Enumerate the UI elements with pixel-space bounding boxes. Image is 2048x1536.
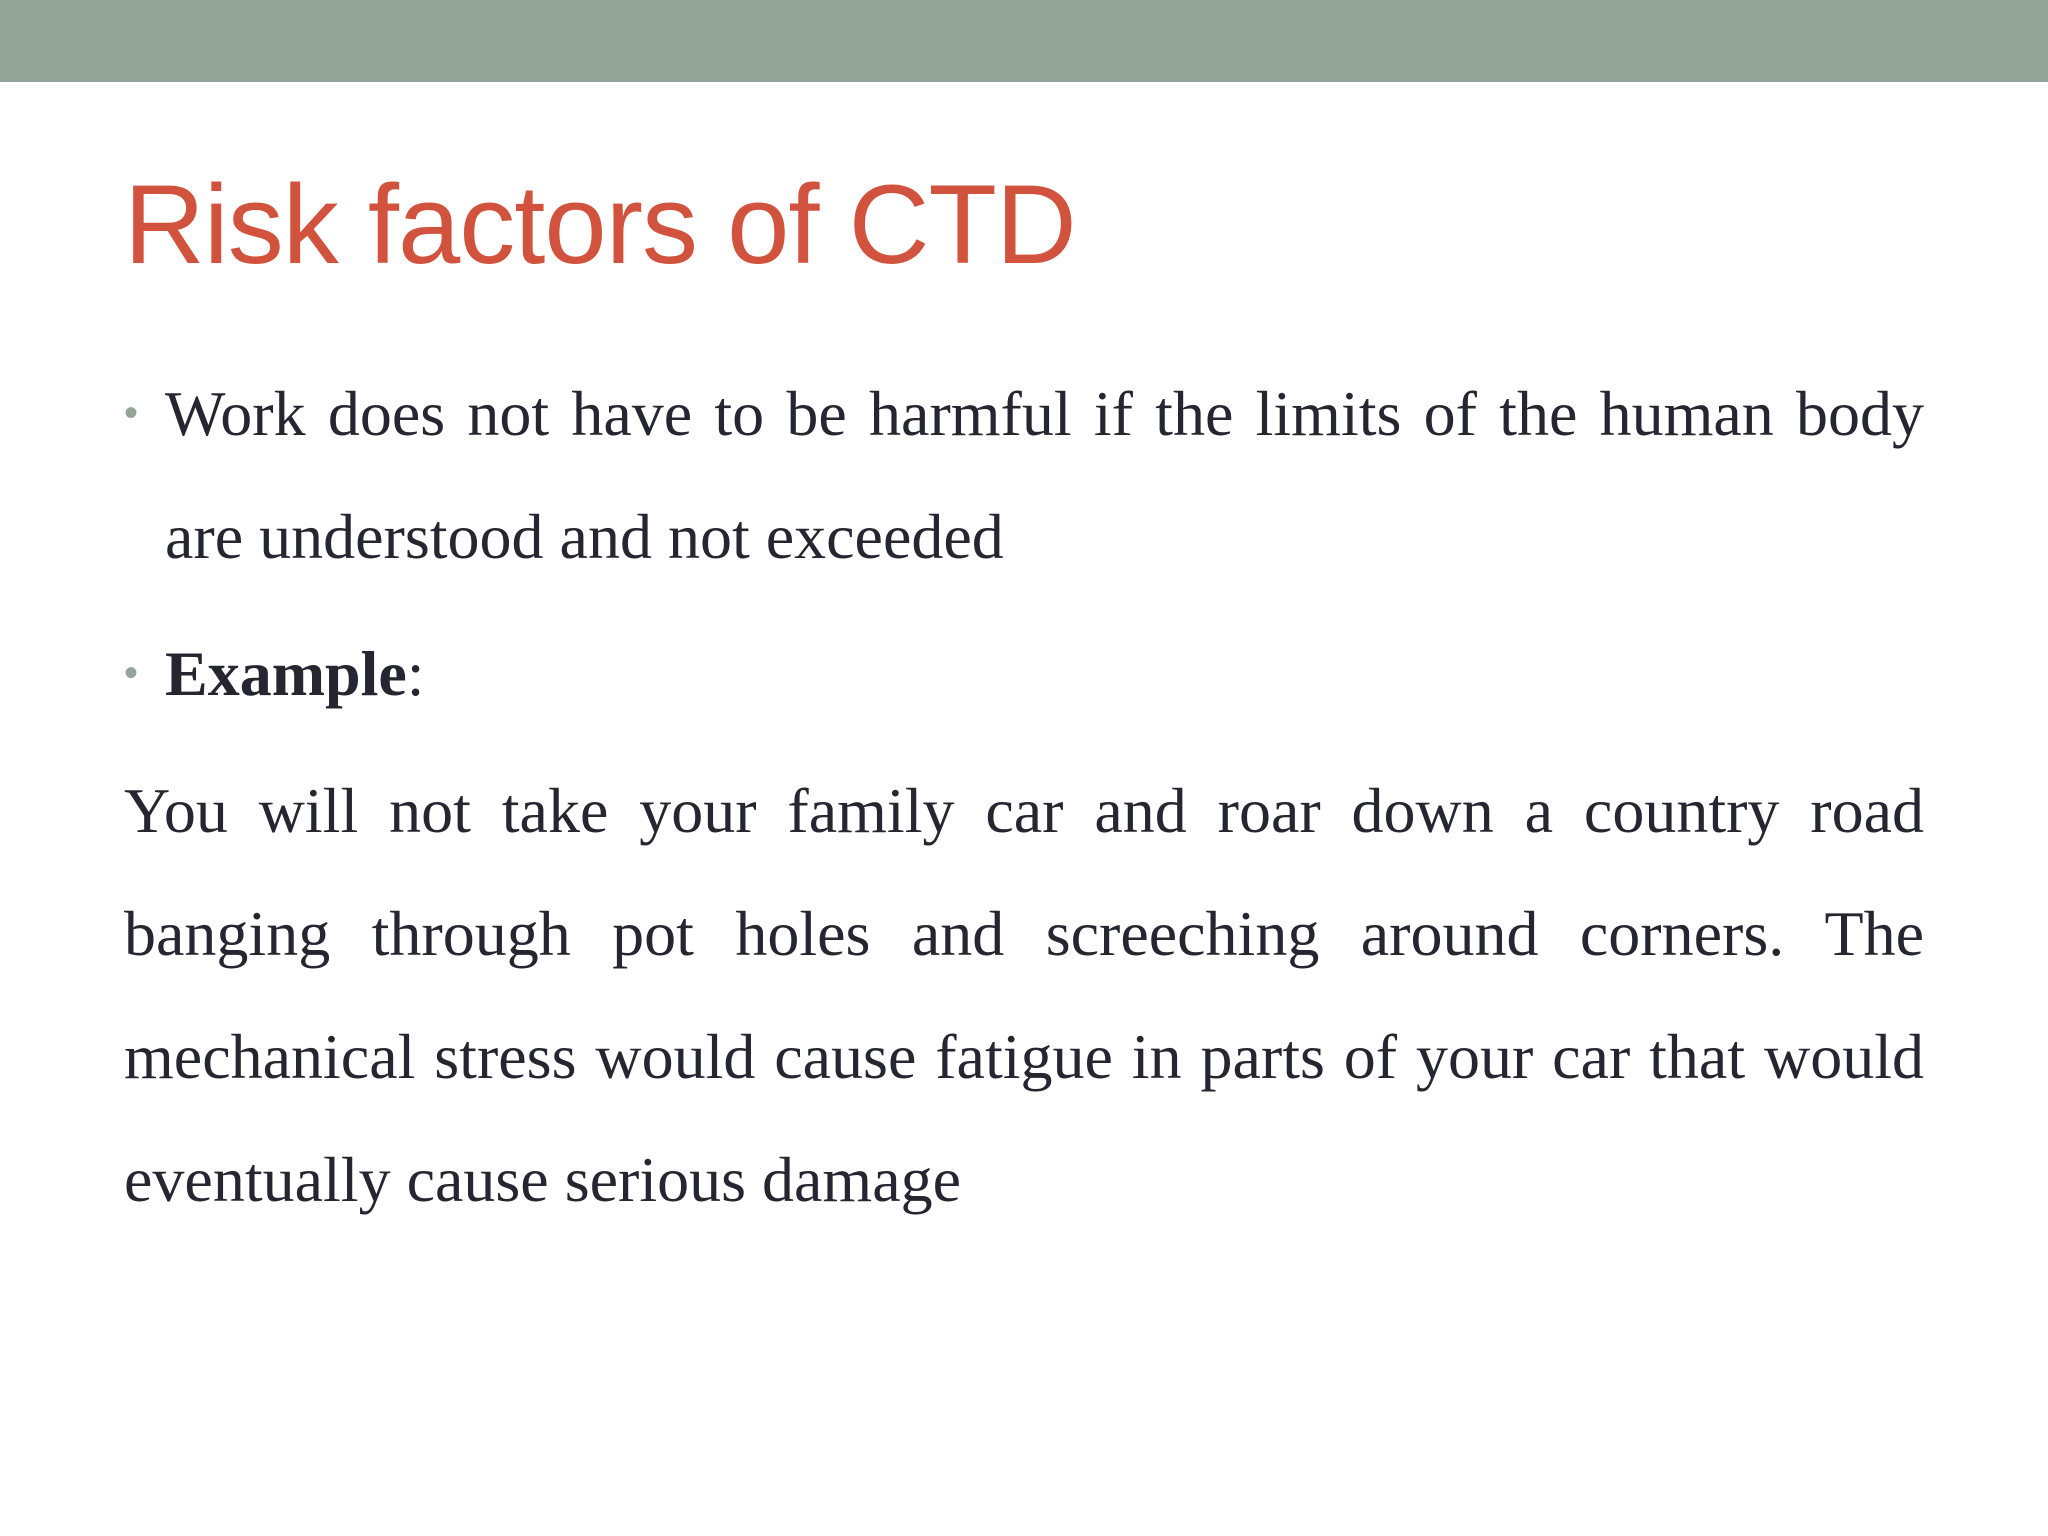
example-paragraph: You will not take your family car and roar down a country road banging through pot holes and screeching around corners. The mechanical stress would cause fatigue in parts of your car that would eventually cause serious damage	[124, 775, 1924, 1215]
example-colon: :	[406, 638, 425, 709]
slide-body	[124, 352, 1924, 1241]
bullet-text: Work does not have to be harmful if the limits of the human body are understood and not exceeded	[165, 378, 1924, 572]
bullet-dot-icon: •	[124, 651, 139, 695]
bullet-item-example	[124, 612, 1924, 735]
slide-title: Risk factors of CTD	[124, 162, 1076, 287]
bullet-dot-icon: •	[124, 391, 139, 435]
top-accent-band	[0, 0, 2048, 82]
bullet-item-work-limits	[124, 352, 1924, 598]
example-label: Example	[165, 638, 407, 709]
